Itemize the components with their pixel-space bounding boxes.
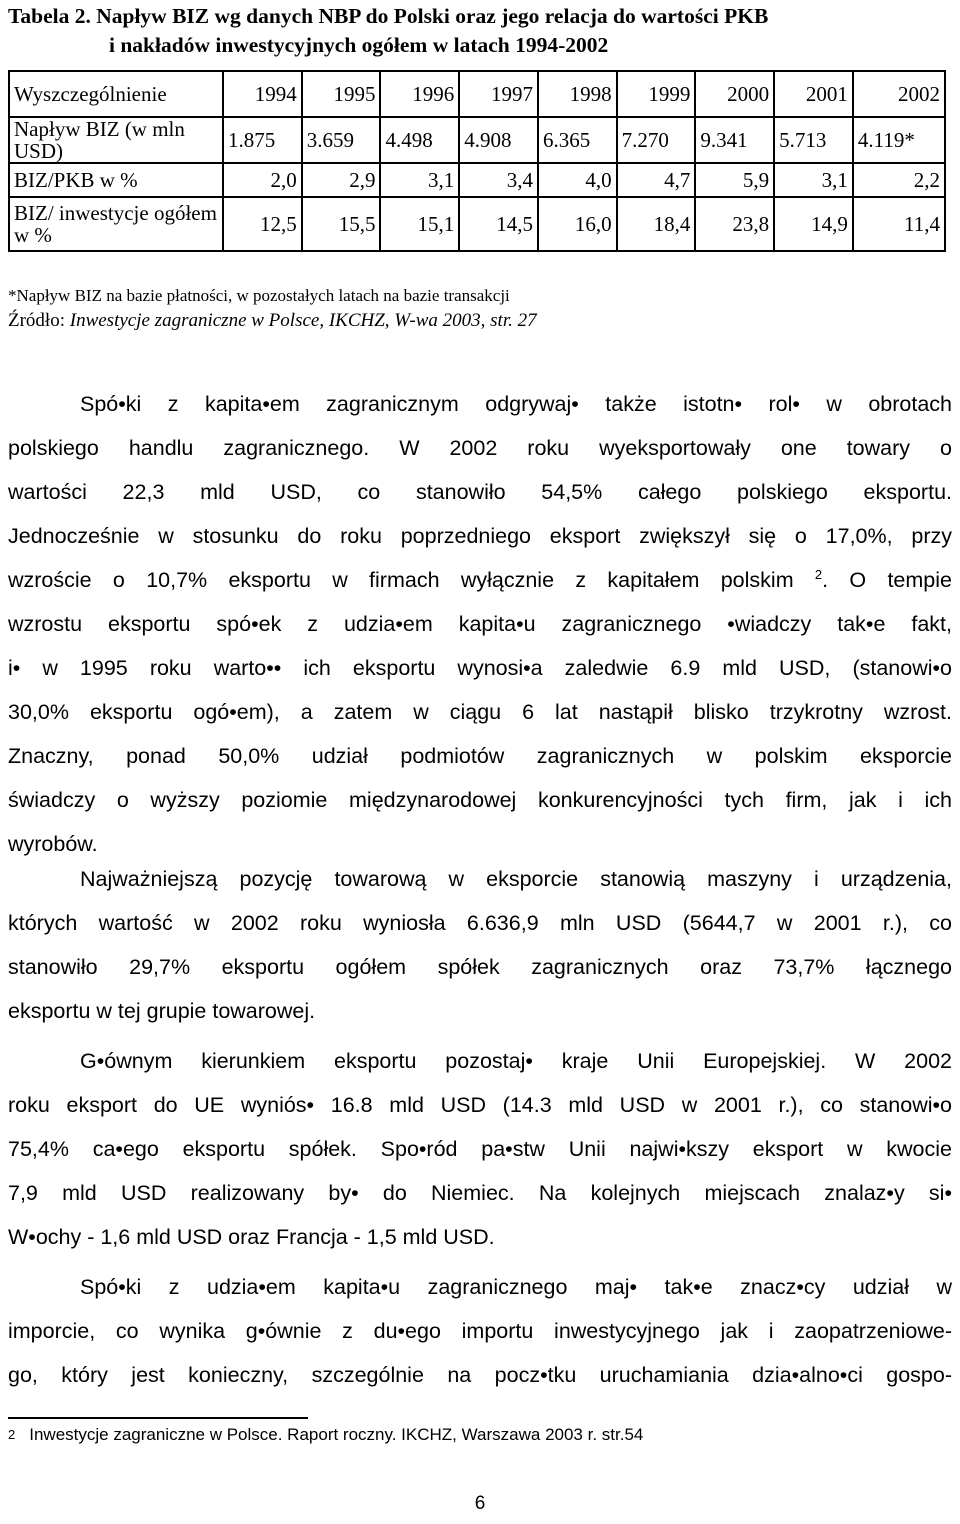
table-note: *Napływ BIZ na bazie płatności, w pozostałych latach na bazie transakcji xyxy=(8,286,510,305)
table-cell: 4.498 xyxy=(380,117,459,163)
table-title-line-1: Tabela 2. Napływ BIZ wg danych NBP do Polski oraz jego relacja do wartości PKB xyxy=(8,4,769,28)
table-cell: 15,1 xyxy=(380,197,459,251)
table-title-line-2: i nakładów inwestycyjnych ogółem w latach 1994-2002 xyxy=(109,33,609,57)
text-line: G•ównym kierunkiem eksportu pozostaj• kraje Unii Europejskiej. W 2002 xyxy=(80,1049,952,1073)
table-cell: 3,4 xyxy=(459,163,538,197)
table-cell: 5.713 xyxy=(774,117,853,163)
header-cell: 1998 xyxy=(538,71,617,117)
source-text: Inwestycje zagraniczne w Polsce, IKCHZ, W-wa 2003, str. 27 xyxy=(69,310,537,331)
text-line: Jednocześnie w stosunku do roku poprzedniego eksport zwiększył się o 17,0%, przy xyxy=(8,524,952,548)
row-label: BIZ/ inwestycje ogółem w % xyxy=(9,197,223,251)
table-cell: 1.875 xyxy=(223,117,302,163)
header-cell: 1999 xyxy=(617,71,696,117)
footnote-number: 2 xyxy=(8,1427,16,1442)
header-cell: 1996 xyxy=(380,71,459,117)
table-row xyxy=(9,197,945,251)
text-line: 30,0% eksportu ogó•em), a zatem w ciągu 6 lat nastąpił blisko trzykrotny wzrost. xyxy=(8,700,952,724)
text-line: stanowiło 29,7% eksportu ogółem spółek zagranicznych oraz 73,7% łącznego xyxy=(8,955,952,979)
table-header-row xyxy=(9,71,945,117)
table-cell: 16,0 xyxy=(538,197,617,251)
text-line: wartości 22,3 mld USD, co stanowiło 54,5% całego polskiego eksportu. xyxy=(8,480,952,504)
text-line: Znaczny, ponad 50,0% udział podmiotów zagranicznych w polskim eksporcie xyxy=(8,744,952,768)
footnote xyxy=(8,1424,643,1446)
table-row xyxy=(9,163,945,197)
table-cell: 4.119* xyxy=(853,117,945,163)
table-cell: 3.659 xyxy=(302,117,381,163)
table-cell: 9.341 xyxy=(695,117,774,163)
text-line: W•ochy - 1,6 mld USD oraz Francja - 1,5 mld USD. xyxy=(8,1225,495,1249)
text-line: i• w 1995 roku warto•• ich eksportu wynosi•a zaledwie 6.9 mld USD, (stanowi•o xyxy=(8,656,952,680)
text-line: Spó•ki z udzia•em kapita•u zagranicznego maj• tak•e znacz•cy udział w xyxy=(80,1275,952,1299)
table-cell: 12,5 xyxy=(223,197,302,251)
footnote-divider xyxy=(8,1417,308,1419)
footnote-ref: 2 xyxy=(814,566,823,582)
text-line: 75,4% ca•ego eksportu spółek. Spo•ród pa•stw Unii najwi•kszy eksport w kwocie xyxy=(8,1137,952,1161)
table-cell: 11,4 xyxy=(853,197,945,251)
table-cell: 7.270 xyxy=(617,117,696,163)
table-cell: 2,9 xyxy=(302,163,381,197)
table-row xyxy=(9,117,945,163)
table-cell: 3,1 xyxy=(380,163,459,197)
text-span: wzroście o 10,7% eksportu w firmach wyłącznie z kapitałem polskim xyxy=(8,568,794,592)
text-line: roku eksport do UE wyniós• 16.8 mld USD (14.3 mld USD w 2001 r.), co stanowi•o xyxy=(8,1093,952,1117)
text-line: go, który jest konieczny, szczególnie na pocz•tku uruchamiania dzia•alno•ci gospo- xyxy=(8,1363,952,1387)
table-cell: 14,9 xyxy=(774,197,853,251)
page-number: 6 xyxy=(474,1493,486,1514)
table-cell: 15,5 xyxy=(302,197,381,251)
table-cell: 23,8 xyxy=(695,197,774,251)
text-line: polskiego handlu zagranicznego. W 2002 roku wyeksportowały one towary o xyxy=(8,436,952,460)
table-cell: 2,0 xyxy=(223,163,302,197)
header-cell: 1997 xyxy=(459,71,538,117)
table-cell: 3,1 xyxy=(774,163,853,197)
paragraph-4 xyxy=(8,1265,952,1397)
fdi-table xyxy=(8,70,946,252)
footnote-text: Inwestycje zagraniczne w Polsce. Raport roczny. IKCHZ, Warszawa 2003 r. str.54 xyxy=(29,1425,644,1444)
text-line: 7,9 mld USD realizowany by• do Niemiec. Na kolejnych miejscach znalaz•y si• xyxy=(8,1181,952,1205)
row-label: Napływ BIZ (w mln USD) xyxy=(9,117,223,163)
table-cell: 4.908 xyxy=(459,117,538,163)
table-title xyxy=(8,2,958,60)
table-cell: 14,5 xyxy=(459,197,538,251)
text-line: Najważniejszą pozycję towarową w eksporcie stanowią maszyny i urządzenia, xyxy=(80,867,952,891)
text-line: imporcie, co wynika g•ównie z du•ego importu inwestycyjnego jak i zaopatrzeniowe- xyxy=(8,1319,952,1343)
text-line: których wartość w 2002 roku wyniosła 6.636,9 mln USD (5644,7 w 2001 r.), co xyxy=(8,911,952,935)
header-cell: Wyszczególnienie xyxy=(9,71,223,117)
row-label: BIZ/PKB w % xyxy=(9,163,223,197)
text-span: . O tempie xyxy=(822,568,952,592)
table-cell: 5,9 xyxy=(695,163,774,197)
paragraph-3 xyxy=(8,1039,952,1259)
header-cell: 2000 xyxy=(695,71,774,117)
text-line: świadczy o wyższy poziomie międzynarodowej konkurencyjności tych firm, jak i ich xyxy=(8,788,952,812)
text-line: wyrobów. xyxy=(8,832,98,856)
table-cell: 4,7 xyxy=(617,163,696,197)
header-cell: 1995 xyxy=(302,71,381,117)
header-cell: 2001 xyxy=(774,71,853,117)
table-cell: 18,4 xyxy=(617,197,696,251)
header-cell: 1994 xyxy=(223,71,302,117)
text-line xyxy=(8,558,952,602)
table-cell: 6.365 xyxy=(538,117,617,163)
table-cell: 4,0 xyxy=(538,163,617,197)
text-line: Spó•ki z kapita•em zagranicznym odgrywaj• także istotn• rol• w obrotach xyxy=(80,392,952,416)
source-prefix: Źródło: xyxy=(8,310,70,331)
table-source xyxy=(8,310,537,332)
paragraph-2 xyxy=(8,857,952,1033)
table-cell: 2,2 xyxy=(853,163,945,197)
text-line: wzrostu eksportu spó•ek z udzia•em kapita•u zagranicznego •wiadczy tak•e fakt, xyxy=(8,612,952,636)
paragraph-1 xyxy=(8,382,952,866)
header-cell: 2002 xyxy=(853,71,945,117)
text-line: eksportu w tej grupie towarowej. xyxy=(8,999,316,1023)
